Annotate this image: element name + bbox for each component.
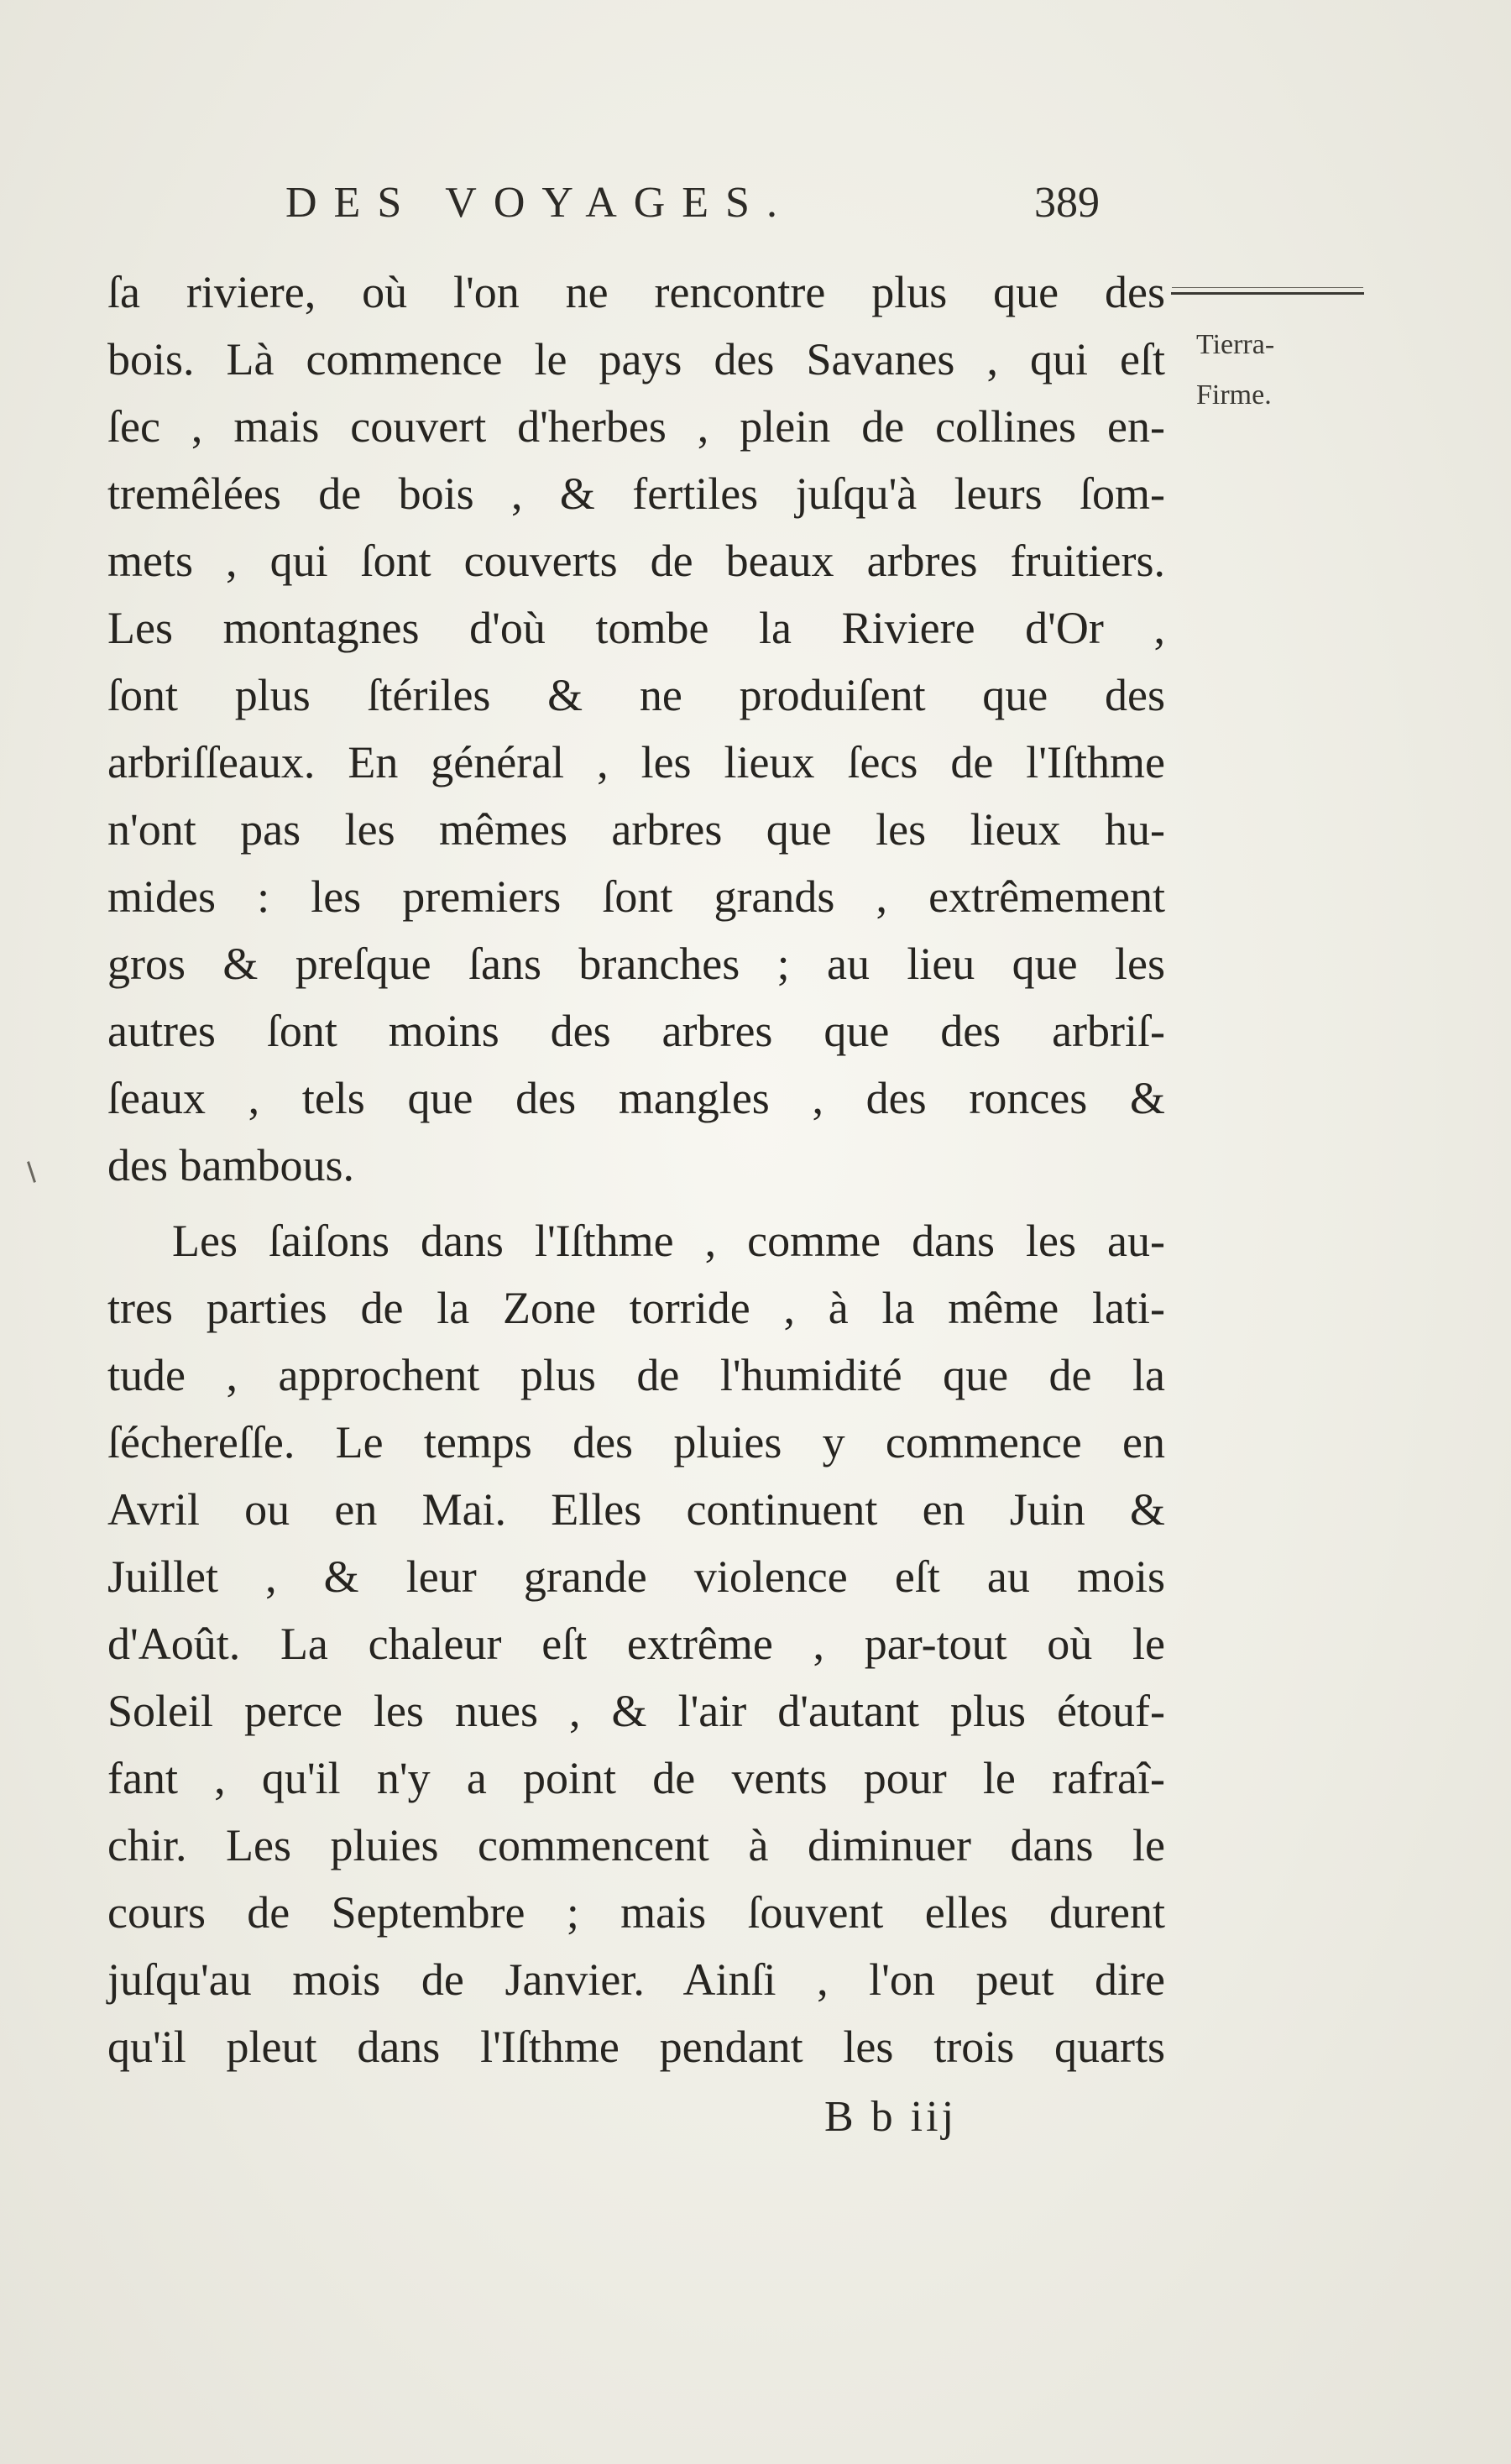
text-line-22: Soleil perce les nues , & l'air d'autant plus étouf-	[107, 1686, 1165, 1736]
text-line-26: juſqu'au mois de Janvier. Ainſi , l'on peut dire	[107, 1954, 1165, 2005]
margin-note-line-1: Tierra-	[1196, 329, 1275, 360]
text-line-4: tremêlées de bois , & fertiles juſqu'à leurs ſom-	[107, 468, 1165, 519]
text-line-8: arbriſſeaux. En général , les lieux ſecs de l'Iſthme	[107, 737, 1165, 787]
text-line-2: bois. Là commence le pays des Savanes , qui eſt	[107, 334, 1165, 385]
text-line-7: ſont plus ſtériles & ne produiſent que des	[107, 670, 1165, 720]
text-line-25: cours de Septembre ; mais ſouvent elles durent	[107, 1887, 1165, 1938]
text-line-17: tude , approchent plus de l'humidité que de la	[107, 1350, 1165, 1400]
running-head: DES VOYAGES.	[285, 179, 794, 227]
text-line-5: mets , qui ſont couverts de beaux arbres fruitiers.	[107, 536, 1165, 586]
text-line-18: ſéchereſſe. Le temps des pluies y commence en	[107, 1417, 1165, 1467]
text-line-24: chir. Les pluies commencent à diminuer dans le	[107, 1820, 1165, 1870]
text-line-23: fant , qu'il n'y a point de vents pour le rafraî-	[107, 1753, 1165, 1803]
text-line-13: ſeaux , tels que des mangles , des ronces &	[107, 1073, 1165, 1123]
text-line-15: Les ſaiſons dans l'Iſthme , comme dans les au-	[172, 1216, 1165, 1266]
text-line-11: gros & preſque ſans branches ; au lieu que les	[107, 939, 1165, 989]
margin-note-line-2: Firme.	[1196, 379, 1272, 411]
text-line-19: Avril ou en Mai. Elles continuent en Juin &	[107, 1484, 1165, 1535]
text-line-14: des bambous.	[107, 1140, 354, 1190]
text-line-10: mides : les premiers ſont grands , extrêmement	[107, 871, 1165, 922]
signature-mark: B b iij	[824, 2093, 958, 2141]
text-line-9: n'ont pas les mêmes arbres que les lieux hu-	[107, 804, 1165, 855]
text-line-21: d'Août. La chaleur eſt extrême , par-tout où le	[107, 1619, 1165, 1669]
margin-rule	[1171, 292, 1364, 295]
text-line-1: ſa riviere, où l'on ne rencontre plus que des	[107, 267, 1165, 317]
text-line-16: tres parties de la Zone torride , à la même lati-	[107, 1283, 1165, 1333]
text-line-20: Juillet , & leur grande violence eſt au mois	[107, 1551, 1165, 1602]
text-line-27: qu'il pleut dans l'Iſthme pendant les trois quarts	[107, 2022, 1165, 2072]
text-line-6: Les montagnes d'où tombe la Riviere d'Or ,	[107, 603, 1165, 653]
text-line-3: ſec , mais couvert d'herbes , plein de collines en-	[107, 401, 1165, 452]
margin-mark	[27, 1161, 36, 1183]
text-line-12: autres ſont moins des arbres que des arbriſ-	[107, 1006, 1165, 1056]
page-number: 389	[1034, 179, 1100, 227]
